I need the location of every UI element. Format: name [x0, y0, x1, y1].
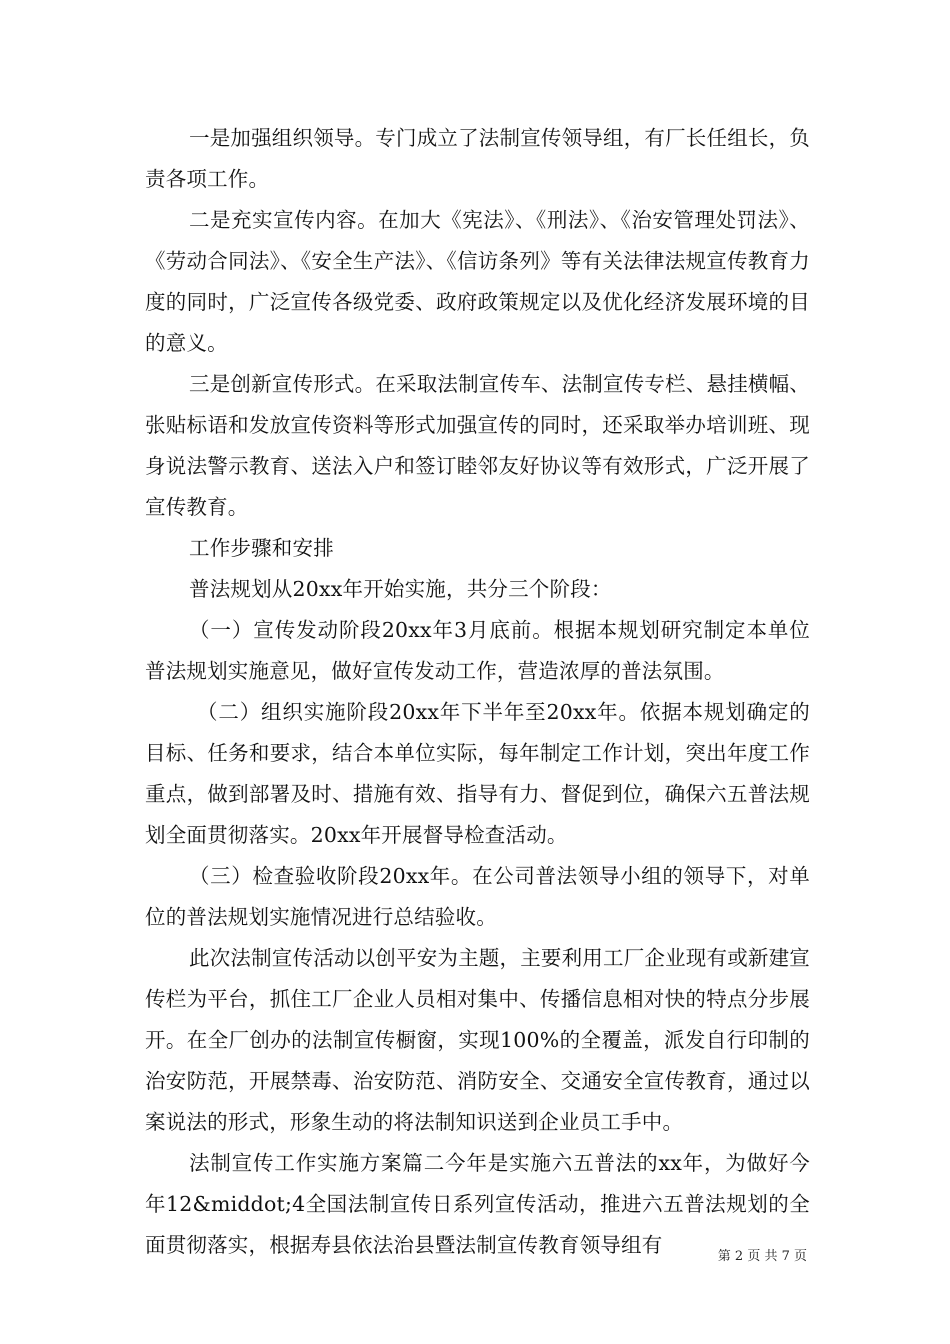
- paragraph-plan-intro: 普法规划从20xx年开始实施，共分三个阶段：: [189, 577, 612, 601]
- paragraph-leadership: 一是加强组织领导。专门成立了法制宣传领导组，有厂长任组长，负责各项工作。: [145, 126, 810, 191]
- paragraph-content: 二是充实宣传内容。在加大《宪法》、《刑法》、《治安管理处罚法》、《劳动合同法》、《安全生产法》、《信访条列》等有关法律法规宣传教育力度的同时，广泛宣传各级党委、政府政策规定以及优化经济发展环境的目的意义。: [145, 208, 810, 355]
- paragraph-activity: 此次法制宣传活动以创平安为主题，主要利用工厂企业现有或新建宣传栏为平台，抓住工厂企业人员相对集中、传播信息相对快的特点分步展开。在全厂创办的法制宣传橱窗，实现100%的全覆盖，派发自行印制的治安防范，开展禁毒、治安防范、消防安全、交通安全宣传教育，通过以案说法的形式，形象生动的将法制知识送到企业员工手中。: [145, 946, 810, 1134]
- paragraph-stage-three: （三）检查验收阶段20xx年。在公司普法领导小组的领导下，对单位的普法规划实施情况进行总结验收。: [145, 864, 810, 929]
- page-number: 第 2 页 共 7 页: [717, 1249, 807, 1264]
- paragraph-plan-two: 法制宣传工作实施方案篇二今年是实施六五普法的xx年，为做好今年12&middot;4全国法制宣传日系列宣传活动，推进六五普法规划的全面贯彻落实，根据寿县依法治县暨法制宣传教育领导组有: [145, 1151, 810, 1257]
- paragraph-form: 三是创新宣传形式。在采取法制宣传车、法制宣传专栏、悬挂横幅、张贴标语和发放宣传资料等形式加强宣传的同时，还采取举办培训班、现身说法警示教育、送法入户和签订睦邻友好协议等有效形式，广泛开展了宣传教育。: [145, 372, 810, 519]
- paragraph-stage-one: （一）宣传发动阶段20xx年3月底前。根据本规划研究制定本单位普法规划实施意见，做好宣传发动工作，营造浓厚的普法氛围。: [145, 618, 810, 683]
- document-body: [145, 118, 810, 1266]
- section-heading: 工作步骤和安排: [189, 536, 334, 560]
- paragraph-stage-two: （二）组织实施阶段20xx年下半年至20xx年。依据本规划确定的目标、任务和要求，结合本单位实际，每年制定工作计划，突出年度工作重点，做到部署及时、措施有效、指导有力、督促到位，确保六五普法规划全面贯彻落实。20xx年开展督导检查活动。: [145, 700, 810, 847]
